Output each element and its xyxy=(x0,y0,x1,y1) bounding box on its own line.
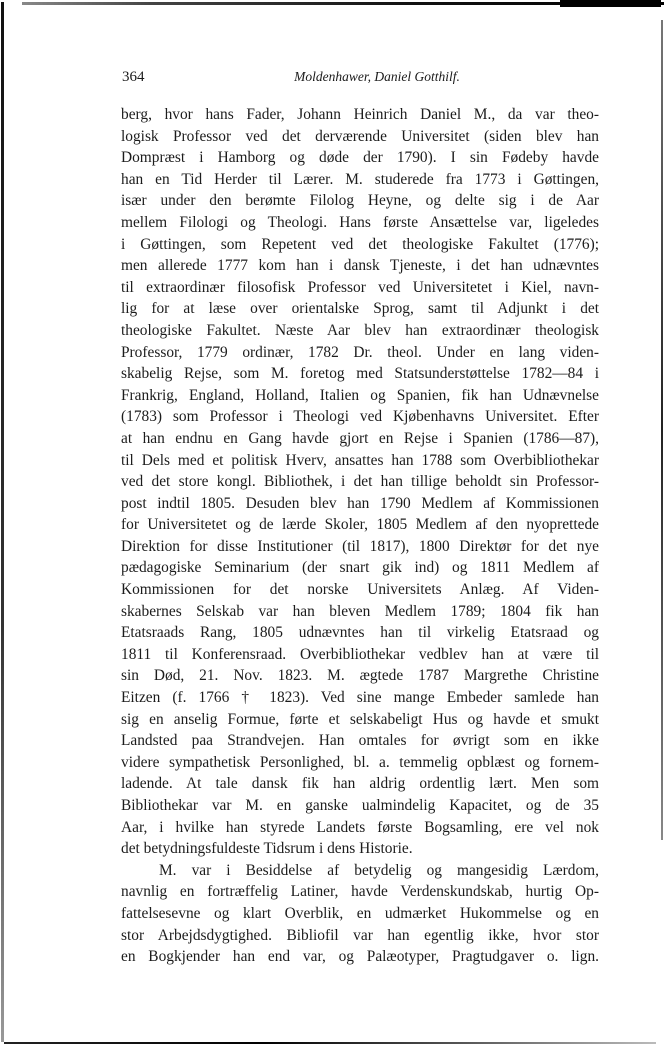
text-line: i Gøttingen, som Repetent ved det theologiske Fakultet (1776); xyxy=(121,235,599,253)
text-line: post indtil 1805. Desuden blev han 1790 Medlem af Kommissionen xyxy=(121,494,599,512)
running-title: Moldenhawer, Daniel Gotthilf. xyxy=(294,69,460,84)
text-line: Kommissionen for det norske Universitets Anlæg. Af Viden- xyxy=(121,581,599,599)
text-line: især under den berømte Filolog Heyne, og delte sig i de Aar xyxy=(121,192,599,210)
text-line: lig for at læse over orientalske Sprog, samt til Adjunkt i det xyxy=(121,300,599,318)
scan-border-right xyxy=(661,20,663,840)
text-line: sin Død, 21. Nov. 1823. M. ægtede 1787 Margrethe Christine xyxy=(121,667,599,685)
text-line: ladende. At tale dansk fik han aldrig ordentlig lært. Men som xyxy=(121,775,599,793)
text-line: logisk Professor ved det derværende Universitet (siden blev han xyxy=(121,127,599,145)
text-line: (1783) som Professor i Theologi ved Kjøbenhavns Universitet. Efter xyxy=(121,408,599,426)
scan-border-bottom xyxy=(4,1042,656,1044)
text-line: at han endnu en Gang havde gjort en Rejse i Spanien (1786—87), xyxy=(121,429,599,447)
text-line: Landsted paa Strandvejen. Han omtales for øvrigt som en ikke xyxy=(121,732,599,750)
page-number: 364 xyxy=(122,69,145,85)
text-line: sig en anselig Formue, førte et selskabeligt Hus og havde et smukt xyxy=(121,710,599,728)
text-line: 1811 til Konferensraad. Overbibliothekar vedblev han at være til xyxy=(121,645,599,663)
text-line: navnlig en fortræffelig Latiner, havde Verdenskundskab, hurtig Op- xyxy=(121,883,599,901)
text-line: pædagogiske Seminarium (der snart gik ind) og 1811 Medlem af xyxy=(121,559,599,577)
body-text xyxy=(121,104,599,968)
text-line: fattelsesevne og klart Overblik, en udmærket Hukommelse og en xyxy=(121,904,599,922)
text-line: M. var i Besiddelse af betydelig og mangesidig Lærdom, xyxy=(159,861,599,879)
text-line: mellem Filologi og Theologi. Hans første Ansættelse var, ligeledes xyxy=(121,213,599,231)
text-line: Aar, i hvilke han styrede Landets første Bogsamling, ere vel nok xyxy=(121,818,599,836)
text-line: men allerede 1777 kom han i dansk Tjeneste, i det han udnævntes xyxy=(121,257,599,275)
text-line: Professor, 1779 ordinær, 1782 Dr. theol. Under en lang viden- xyxy=(121,343,599,361)
scan-border-top-right xyxy=(560,0,661,7)
text-line: Frankrig, England, Holland, Italien og Spanien, fik han Udnævnelse xyxy=(121,386,599,404)
text-line: theologiske Fakultet. Næste Aar blev han extraordinær theologisk xyxy=(121,321,599,339)
text-line: skabelig Rejse, som M. foretog med Statsunderstøttelse 1782—84 i xyxy=(121,365,599,383)
paragraph-1 xyxy=(121,104,599,860)
text-line: Eitzen (f. 1766 † 1823). Ved sine mange Embeder samlede han xyxy=(121,689,599,707)
paragraph-2 xyxy=(121,860,599,968)
text-line: til extraordinær filosofisk Professor ved Universitetet i Kiel, navn- xyxy=(121,278,599,296)
text-line: stor Arbejdsdygtighed. Bibliofil var han egentlig ikke, hvor stor xyxy=(121,926,599,944)
text-line: det betydningsfuldeste Tidsrum i dens Historie. xyxy=(121,840,413,858)
text-line: skabernes Selskab var han bleven Medlem 1789; 1804 fik han xyxy=(121,602,599,620)
text-line: til Dels med et politisk Hverv, ansattes han 1788 som Overbibliothekar xyxy=(121,451,599,469)
text-line: han en Tid Herder til Lærer. M. studerede fra 1773 i Gøttingen, xyxy=(121,170,599,188)
text-line: Etatsraads Rang, 1805 udnævntes han til virkelig Etatsraad og xyxy=(121,624,599,642)
text-line: videre sympathetisk Personlighed, bl. a. temmelig opblæst og fornem- xyxy=(121,753,599,771)
running-head xyxy=(122,69,598,93)
text-line: ved det store kongl. Bibliothek, i det han tillige beholdt sin Professor- xyxy=(121,473,599,491)
text-line: Bibliothekar var M. en ganske ualmindelig Kapacitet, og de 35 xyxy=(121,797,599,814)
text-line: Direktion for disse Institutioner (til 1817), 1800 Direktør for det nye xyxy=(121,537,599,555)
scan-border-left xyxy=(1,2,4,1042)
text-line: for Universitetet og de lærde Skoler, 1805 Medlem af den nyoprettede xyxy=(121,516,599,534)
text-line: en Bogkjender han end var, og Palæotyper, Pragtudgaver o. lign. xyxy=(121,948,599,966)
text-line: Dompræst i Hamborg og døde der 1790). I sin Fødeby havde xyxy=(121,149,599,167)
text-line: berg, hvor hans Fader, Johann Heinrich Daniel M., da var theo- xyxy=(121,106,599,123)
